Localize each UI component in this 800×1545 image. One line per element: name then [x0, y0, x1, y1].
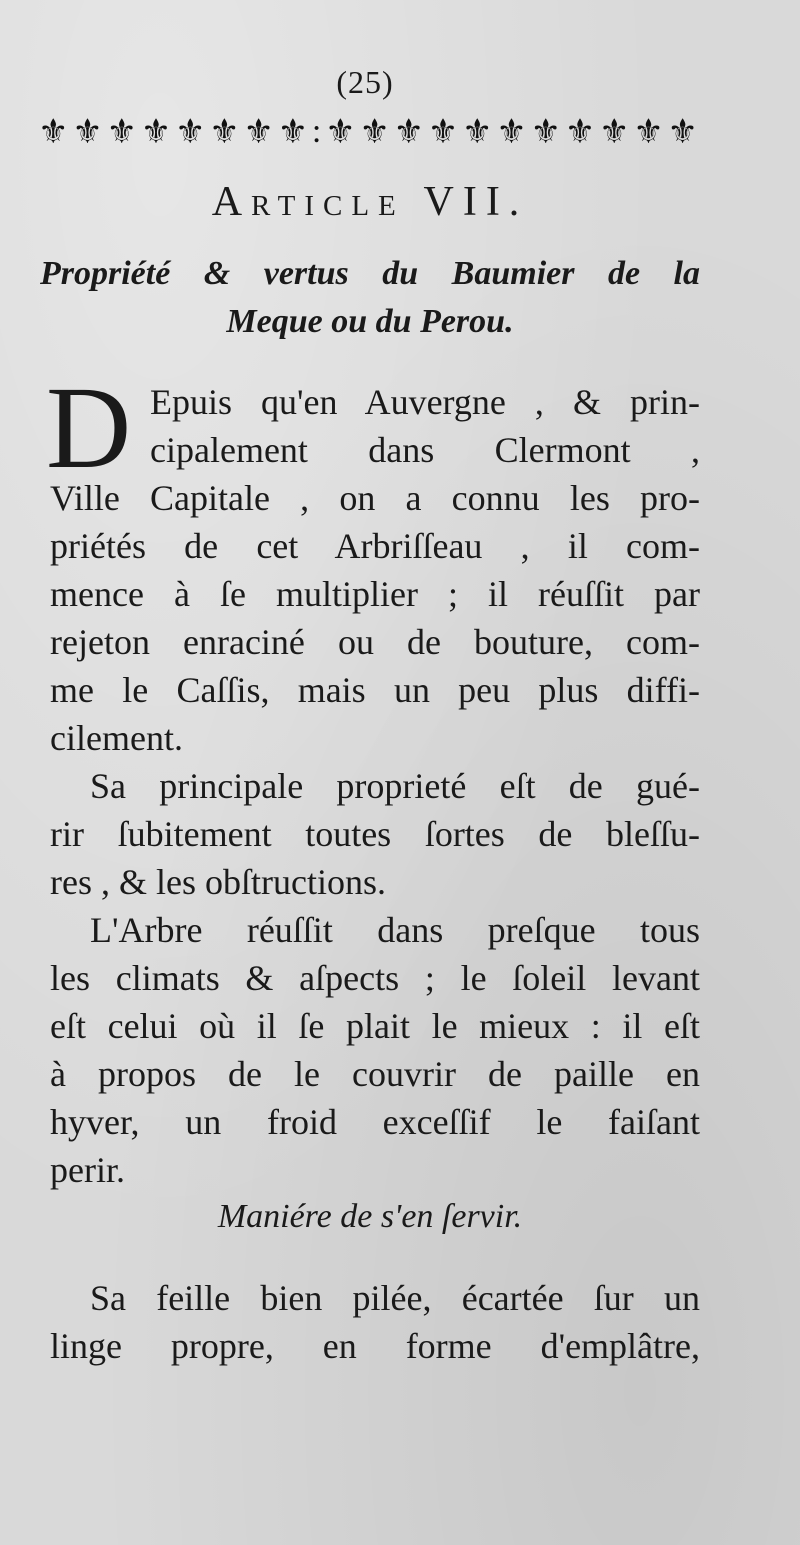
- fleuron-ornament-band: [38, 106, 698, 158]
- text-line: linge propre, en forme d'emplâtre,: [50, 1326, 700, 1366]
- paragraph-3: [50, 906, 700, 1194]
- text-line: res , & les obſtructions.: [50, 862, 386, 902]
- text-line: rejeton enraciné ou de bouture, com-: [50, 622, 700, 662]
- text-line: eſt celui où il ſe plait le mieux : il eſt: [50, 1006, 700, 1046]
- article-heading: Article VII.: [211, 179, 529, 225]
- fleuron-icon: ⚜: [633, 114, 664, 151]
- fleuron-icon: ⚜: [277, 114, 309, 151]
- fleuron-icon: ⚜: [243, 114, 274, 151]
- section-subheading: Maniére de s'en ſervir.: [217, 1198, 523, 1235]
- text-line: priétés de cet Arbriſſeau , il com-: [50, 526, 700, 566]
- paragraph-1: [50, 378, 700, 762]
- paragraph-2: [50, 762, 700, 906]
- text-line: mence à ſe multiplier ; il réuſſit par: [50, 574, 700, 614]
- fleuron-icon: ⚜: [564, 114, 596, 151]
- subtitle-line-2: Meque ou du Perou.: [226, 303, 514, 340]
- fleuron-icon: ⚜: [462, 114, 493, 151]
- fleuron-icon: ⚜: [72, 114, 103, 151]
- fleuron-icon: ⚜: [496, 114, 527, 151]
- text-line: hyver, un froid exceſſif le faiſant: [50, 1102, 700, 1142]
- text-line: rir ſubitement toutes ſortes de bleſſu-: [50, 814, 700, 854]
- text-line: Sa feille bien pilée, écartée ſur un: [90, 1278, 700, 1318]
- fleuron-icon: ⚜: [106, 114, 137, 151]
- fleuron-icon: ⚜: [427, 114, 459, 151]
- text-line: à propos de le couvrir de paille en: [50, 1054, 700, 1094]
- text-line: L'Arbre réuſſit dans preſque tous: [90, 910, 700, 950]
- subtitle-line-1: Propriété & vertus du Baumier de la: [40, 255, 700, 292]
- text-line: Epuis qu'en Auvergne , & prin-: [150, 382, 700, 422]
- text-line: me le Caſſis, mais un peu plus diffi-: [50, 670, 700, 710]
- fleuron-icon: ⚜: [598, 114, 630, 151]
- drop-cap: D: [46, 362, 132, 493]
- fleuron-icon: ⚜: [393, 114, 425, 151]
- page-number: (25): [336, 64, 394, 100]
- article-subtitle: [40, 250, 700, 346]
- text-line: perir.: [50, 1150, 125, 1190]
- fleuron-icon: ⚜: [325, 114, 356, 151]
- fleuron-icon: ⚜: [359, 114, 390, 151]
- text-line: cilement.: [50, 718, 183, 758]
- fleuron-icon: ⚜: [667, 114, 698, 151]
- text-line: cipalement dans Clermont ,: [150, 430, 700, 470]
- ornament-separator: :: [311, 113, 322, 150]
- fleuron-icon: ⚜: [174, 114, 206, 151]
- fleuron-icon: ⚜: [209, 114, 240, 151]
- text-line: Sa principale proprieté eſt de gué-: [90, 766, 700, 806]
- text-line: Ville Capitale , on a connu les pro-: [50, 478, 700, 518]
- text-line: les climats & aſpects ; le ſoleil levant: [50, 958, 700, 998]
- paragraph-4: [50, 1274, 700, 1370]
- fleuron-icon: ⚜: [38, 114, 69, 151]
- fleuron-icon: ⚜: [140, 114, 172, 151]
- fleuron-icon: ⚜: [530, 114, 561, 151]
